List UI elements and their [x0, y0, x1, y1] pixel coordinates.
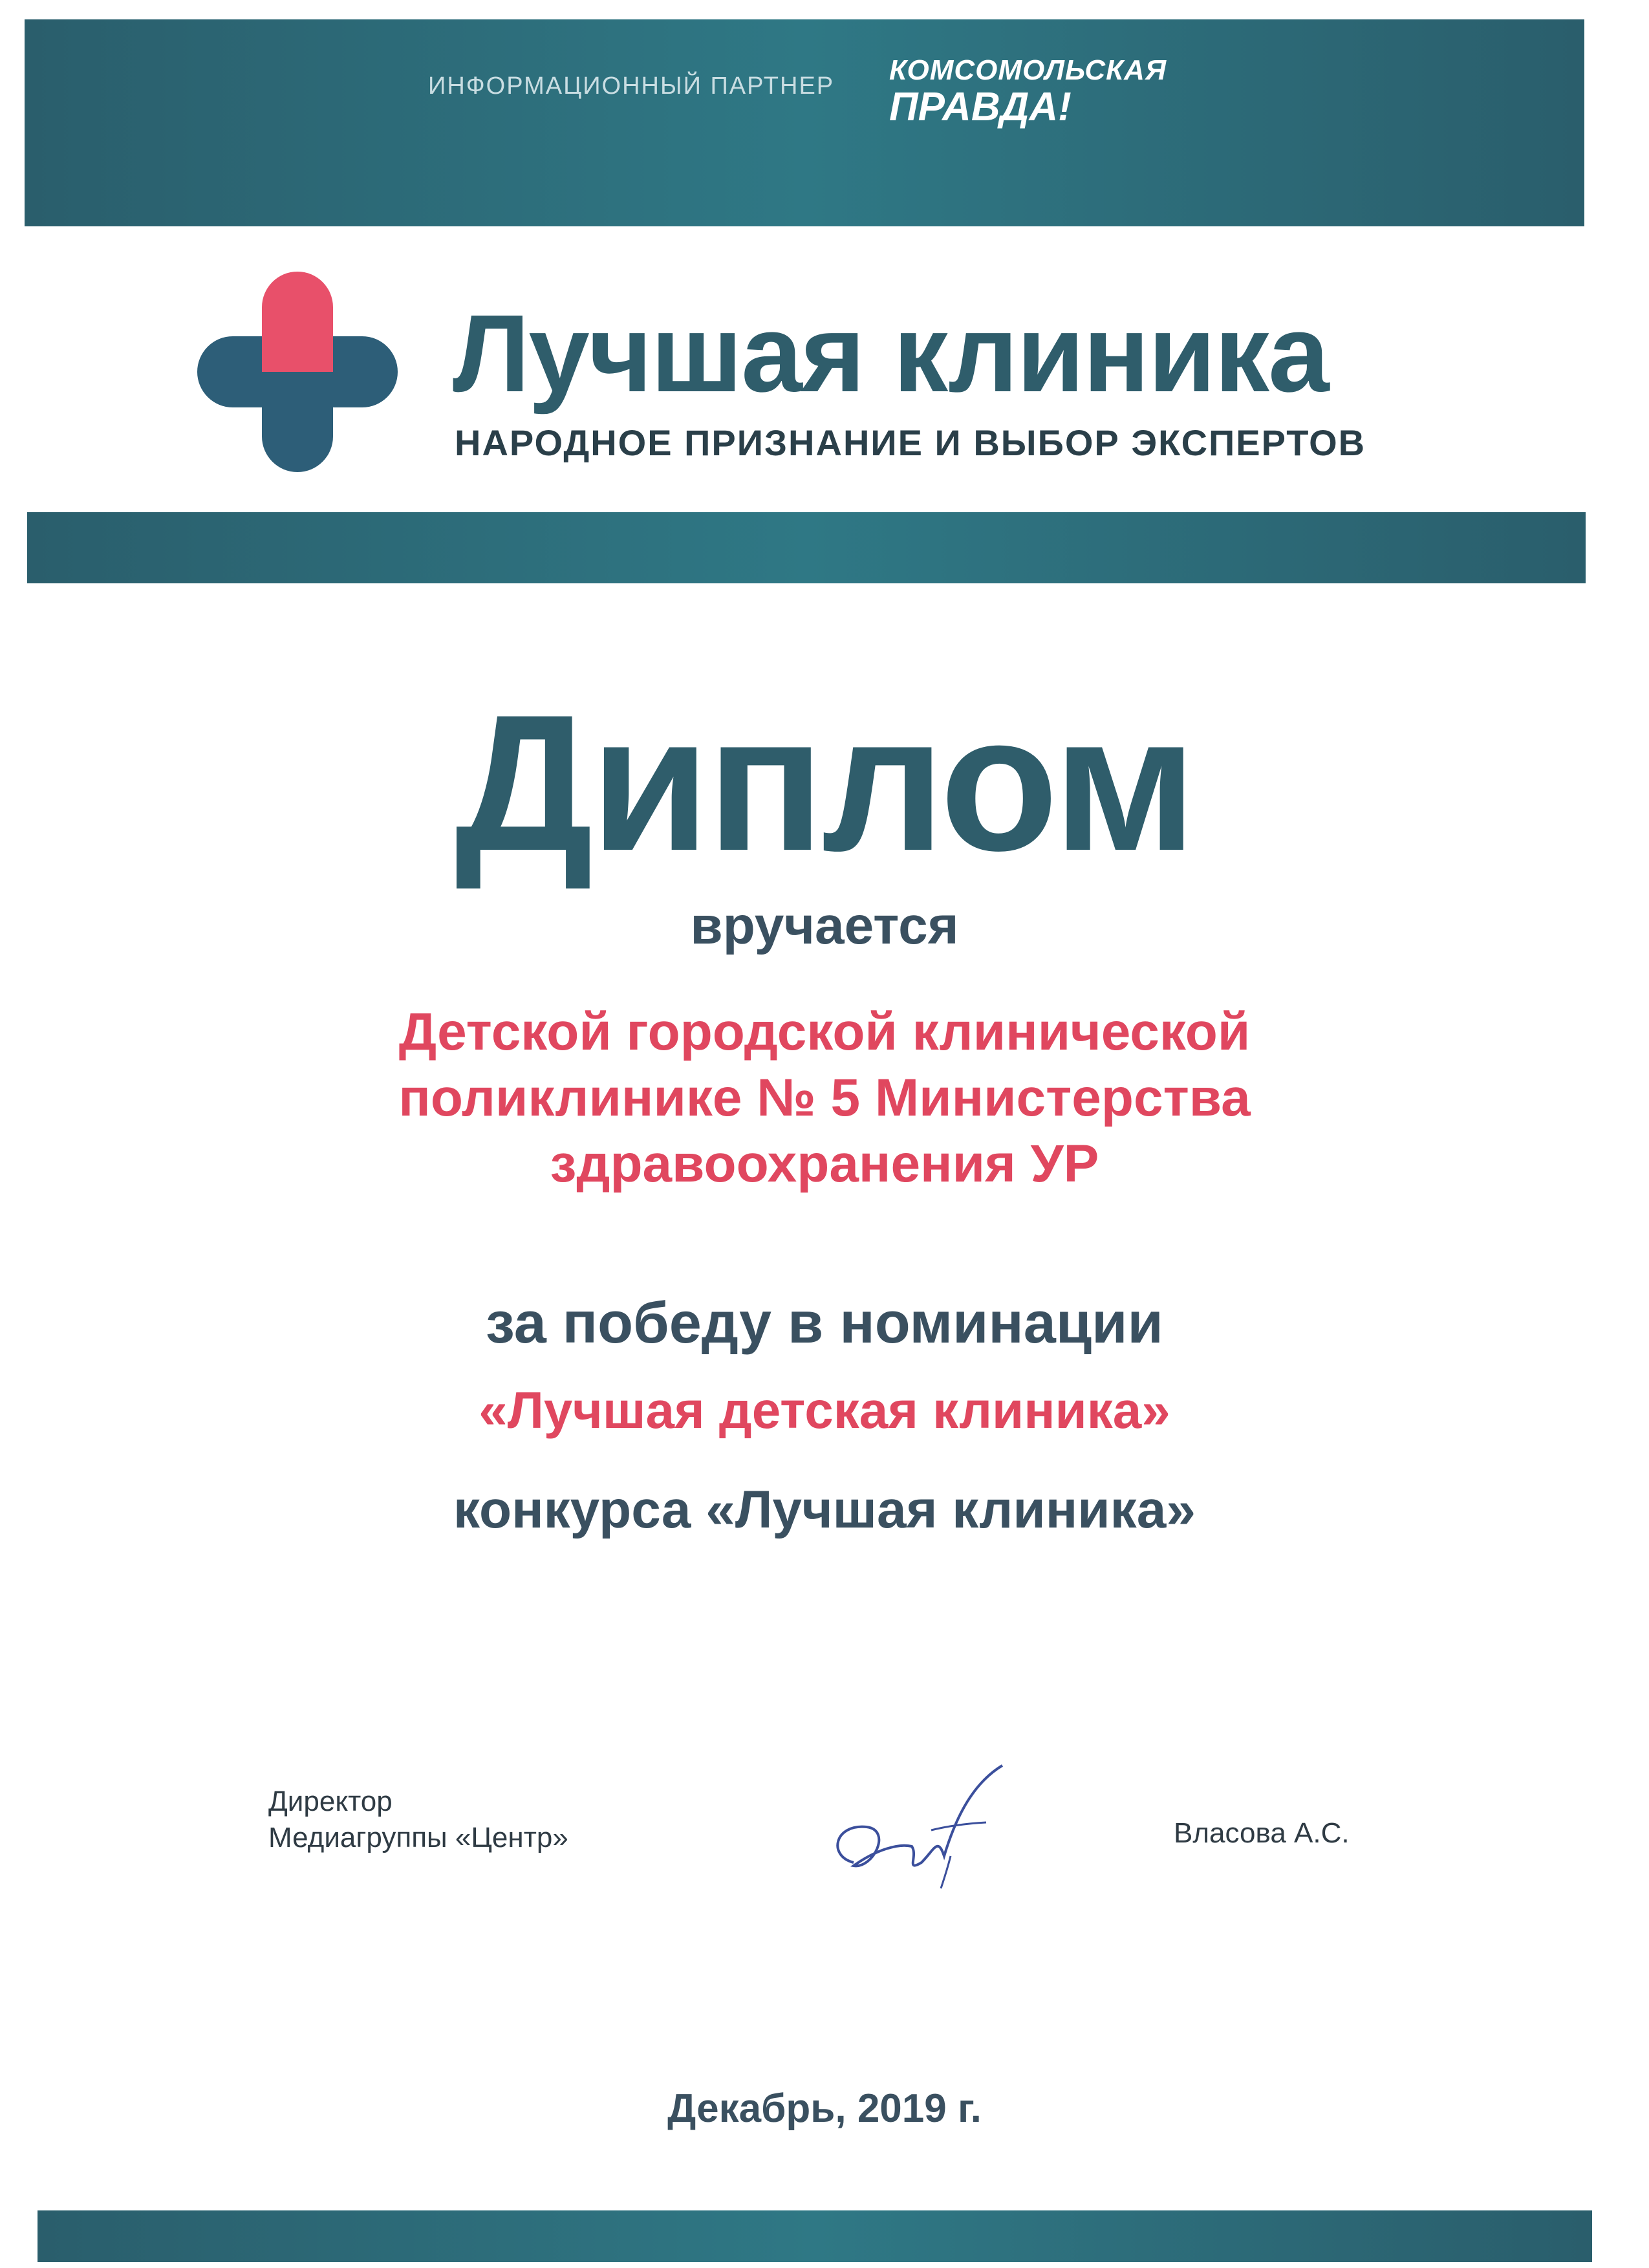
- signer-role: [268, 1784, 568, 1856]
- header-band: [25, 19, 1584, 226]
- nomination-title: «Лучшая детская клиника»: [479, 1381, 1170, 1439]
- brand-title: Лучшая клиника: [453, 292, 1328, 415]
- divider-band: [27, 512, 1586, 583]
- presented-text: вручается: [690, 896, 959, 955]
- partner-logo: [889, 55, 1167, 129]
- signer-role-line: Медиагруппы «Центр»: [268, 1822, 568, 1853]
- diploma-title: Диплом: [455, 674, 1194, 891]
- medical-cross-icon: [197, 272, 398, 472]
- for-win-text: за победу в номинации: [486, 1291, 1163, 1355]
- signature: [815, 1759, 1009, 1895]
- partner-label: ИНФОРМАЦИОННЫЙ ПАРТНЕР: [428, 72, 835, 100]
- issue-date: Декабрь, 2019 г.: [667, 2086, 982, 2131]
- brand-subtitle: НАРОДНОЕ ПРИЗНАНИЕ И ВЫБОР ЭКСПЕРТОВ: [455, 422, 1366, 463]
- footer-band: [38, 2210, 1592, 2262]
- signer-role-line: Директор: [268, 1786, 393, 1817]
- recipient-line: здравоохранения УР: [550, 1134, 1099, 1193]
- contest-text: конкурса «Лучшая клиника»: [453, 1480, 1196, 1539]
- recipient-line: поликлинике № 5 Министерства: [398, 1068, 1251, 1127]
- signer-name: Власова А.С.: [1174, 1817, 1350, 1849]
- partner-logo-line2: ПРАВДА!: [889, 85, 1072, 129]
- recipient-line: Детской городской клинической: [398, 1002, 1251, 1061]
- partner-logo-line1: КОМСОМОЛЬСКАЯ: [889, 54, 1167, 86]
- recipient-name: [0, 999, 1649, 1197]
